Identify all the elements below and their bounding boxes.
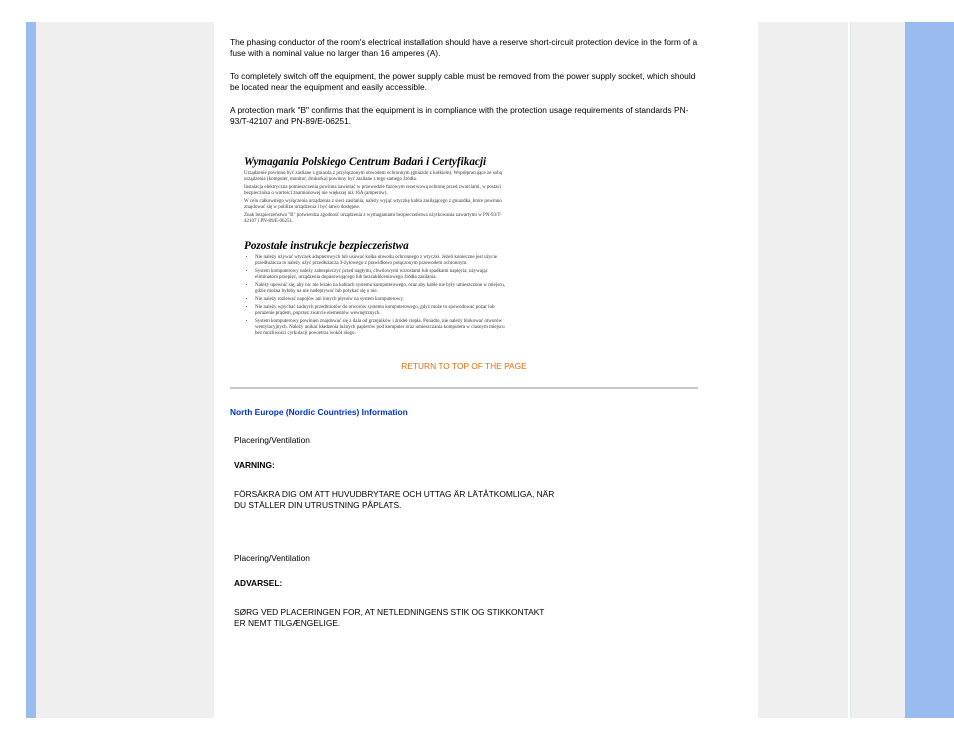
scan-bullet-list [244, 255, 509, 337]
denmark-placement-label: Placering/Ventilation [234, 553, 310, 563]
polish-certification-image [244, 155, 509, 337]
sweden-warning-line: DU STÄLLER DIN UTRUSTNING PÅPLATS. [234, 500, 402, 510]
left-blue-margin [26, 22, 36, 718]
sweden-warning-line: FÖRSÄKRA DIG OM ATT HUVUDBRYTARE OCH UTTAG ÄR LÄTÅTKOMLIGA, NÄR [234, 489, 555, 499]
scan-bullet: • System komputerowy powinien znajdować się z dala od grzejników i źródeł ciepła. Ponadto, nie należy blokować otworów wentylacyjnych. Należy unikać kładzenia luźnych papierów pod komputer oraz umieszczania komputera w ciasnym miejscu bez możliwości cyrkulacji powietrza wokół niego. [255, 319, 509, 337]
section-title-nordic: North Europe (Nordic Countries) Information [230, 407, 408, 417]
scan-paragraph: Znak bezpieczeństwa "B" potwierdza zgodność urządzenia z wymaganiami bezpieczeństwa użytkowania zawartymi w PN-93/T-42107 i PN-89/E-06251. [244, 213, 502, 224]
scan-paragraph: Instalacja elektryczna pomieszczenia powinna zawierać w przewodzie fazowym rezerwową ochronę przed zwarciami, w postaci bezpiecznika o wartości znamionowej nie większej niż 16A (amperów). [244, 185, 502, 196]
paragraph-protection-mark: A protection mark "B" confirms that the equipment is in compliance with the protection usage requirements of standards PN-93/T-42107 and PN-89/E-06251. [230, 105, 689, 126]
scan-bullet: • Nie należy rozlewać napojów ani innych płynów na system komputerowy. [255, 297, 509, 303]
right-gray-panel [758, 22, 848, 718]
scan-heading-requirements: Wymagania Polskiego Centrum Badań i Certyfikacji [244, 156, 487, 168]
paragraph-switch-off: To completely switch off the equipment, the power supply cable must be removed from the power supply socket, which should be located near the equipment and easily accessible. [230, 71, 696, 92]
paragraph-fuse: The phasing conductor of the room's electrical installation should have a reserve short-circuit protection device in the form of a fuse with a nominal value no larger than 16 amperes (A). [230, 37, 698, 58]
scan-paragraph: Urządzenie powinno być zasilane z gniazda z przyłączonym obwodem ochronnym (gniazdo z kołkiem). Współpracujące ze sobą urządzenia (komputer, monitor, drukarka) powinny być zasilane z tego samego źródła. [244, 171, 502, 182]
scan-paragraph: W celu całkowitego wyłączenia urządzenia z sieci zasilania, należy wyjąć wtyczkę kabla zasilającego z gniazdka, które powinno znajdować się w pobliżu urządzenia i być łatwo dostępne. [244, 199, 502, 210]
scan-bullet: • Nie należy używać wtyczek adapterowych lub usuwać kołka obwodu ochronnego z wtyczki. Jeżeli konieczne jest użycie przedłużacza to należy użyć przedłużacza 3-żyłowego z prawidłowo połączonym przewodem ochronnym. [255, 255, 509, 267]
sweden-placement-label: Placering/Ventilation [234, 435, 310, 445]
sweden-block [230, 435, 698, 629]
scan-bullet: • Nie należy wpychać żadnych przedmiotów do otworów systemu komputerowego, gdyż może to spowodować pożar lub porażenie prądem, poprzez zwarcie elementów wewnętrznych. [255, 305, 509, 317]
denmark-warning-line: SØRG VED PLACERINGEN FOR, AT NETLEDNINGENS STIK OG STIKKONTAKT [234, 607, 545, 617]
sweden-warning-title: VARNING: [234, 460, 275, 470]
right-gray-panel-inner [850, 22, 905, 718]
section-divider [230, 387, 698, 389]
sweden-warning-text [234, 489, 698, 511]
denmark-warning-title: ADVARSEL: [234, 578, 283, 588]
denmark-warning-line: ER NEMT TILGÆNGELIGE. [234, 618, 341, 628]
scan-bullet: • System komputerowy należy zabezpieczyć przed nagłymi, chwilowymi wzrostami lub spadkami napięcia, używając eliminatora przepięć, urządzenia dopasowującego lub bezzakłóceniowego źródła zasilania. [255, 269, 509, 281]
right-blue-margin [905, 22, 954, 718]
scan-heading-other-instructions: Pozostałe instrukcje bezpieczeństwa [244, 240, 409, 252]
return-to-top-link[interactable]: RETURN TO TOP OF THE PAGE [401, 361, 527, 371]
left-gray-panel [36, 22, 214, 718]
scan-bullet: • Należy upewnić się, aby nic nie leżało na kablach systemu komputerowego, oraz aby kable nie były umieszczone w miejscu, gdzie można byłoby na nie nadeptywać lub potykać się o nie. [255, 283, 509, 295]
denmark-warning-text [234, 607, 698, 629]
document-content [230, 37, 698, 629]
